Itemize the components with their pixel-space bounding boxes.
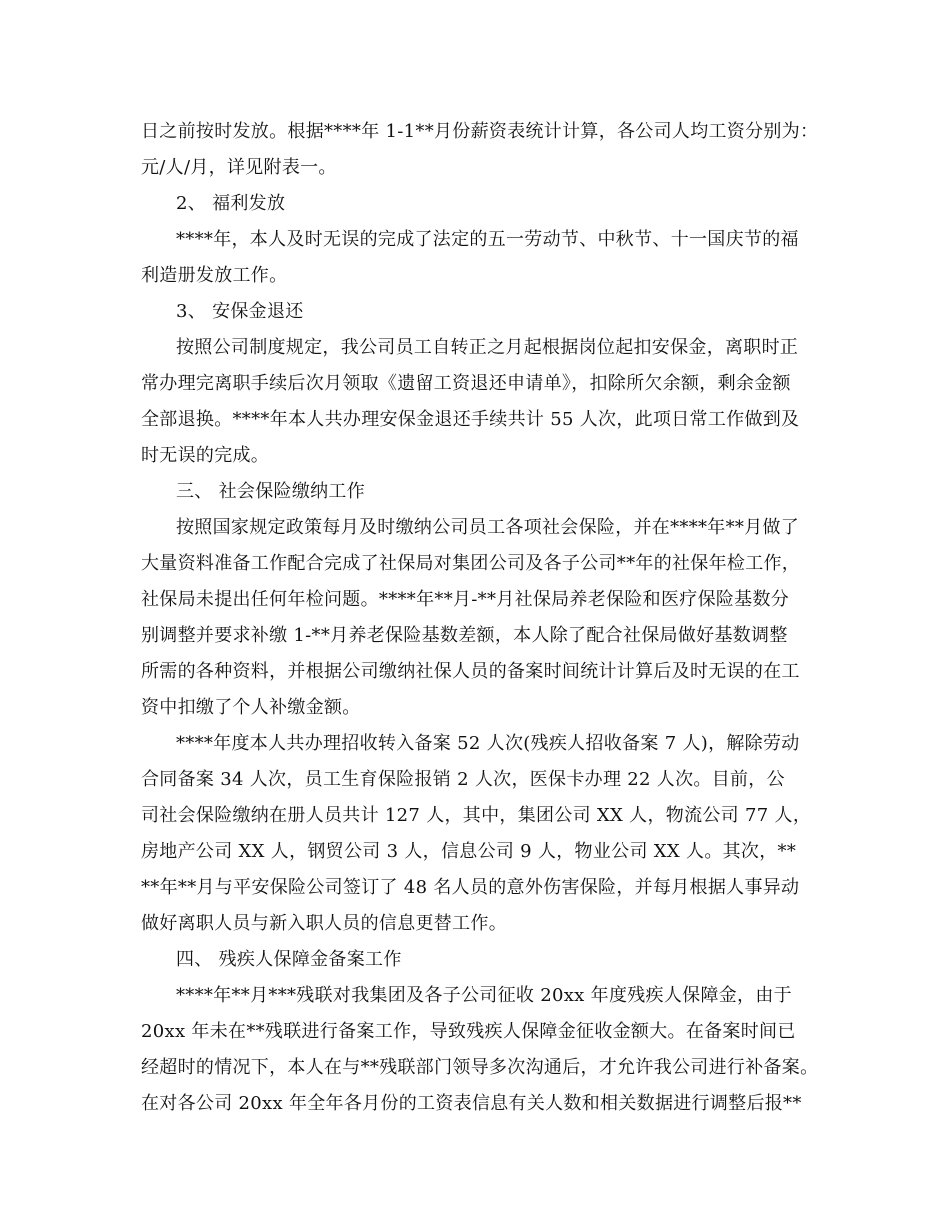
section-heading: 三、 社会保险缴纳工作 — [176, 481, 366, 502]
text-line: ****年度本人共办理招收转入备案 52 人次(残疾人招收备案 7 人)，解除劳动 — [176, 733, 800, 754]
text-line: 房地产公司 XX 人，钢贸公司 3 人，信息公司 9 人，物业公司 XX 人。其次，** — [141, 841, 797, 862]
text-line: 常办理完离职手续后次月领取《遗留工资退还申请单》，扣除所欠余额，剩余金额 — [141, 373, 791, 394]
text-line: 按照国家规定政策每月及时缴纳公司员工各项社会保险，并在****年**月做了 — [176, 517, 800, 538]
text-line: 20xx 年未在**残联进行备案工作，导致残疾人保障金征收金额大。在备案时间已 — [141, 1021, 796, 1042]
text-line: 合同备案 34 人次，员工生育保险报销 2 人次，医保卡办理 22 人次。目前，公 — [141, 769, 785, 790]
text-line: 所需的各种资料，并根据公司缴纳社保人员的备案时间统计计算后及时无误的在工 — [141, 661, 800, 682]
text-line: 别调整并要求补缴 1-**月养老保险基数差额，本人除了配合社保局做好基数调整 — [141, 625, 788, 646]
text-line: 社保局未提出任何年检问题。****年**月-**月社保局养老保险和医疗保险基数分 — [141, 589, 790, 610]
text-line: 大量资料准备工作配合完成了社保局对集团公司及各子公司**年的社保年检工作， — [141, 553, 801, 574]
section-heading: 2、 福利发放 — [176, 193, 286, 214]
text-line: 利造册发放工作。 — [141, 265, 288, 286]
text-line: 做好离职人员与新入职人员的信息更替工作。 — [141, 913, 507, 934]
text-line: 按照公司制度规定，我公司员工自转正之月起根据岗位起扣安保金，离职时正 — [176, 337, 799, 358]
text-line: ****年**月***残联对我集团及各子公司征收 20xx 年度残疾人保障金，由于 — [176, 985, 792, 1006]
text-line: 日之前按时发放。根据****年 1-1**月份薪资表统计计算，各公司人均工资分别为： — [141, 121, 819, 142]
text-line: 全部退换。****年本人共办理安保金退还手续共计 55 人次，此项日常工作做到及 — [141, 409, 800, 430]
text-line: 司社会保险缴纳在册人员共计 127 人，其中，集团公司 XX 人，物流公司 77 人， — [141, 805, 812, 826]
text-line: 元/人/月，详见附表一。 — [141, 157, 337, 178]
text-line: 在对各公司 20xx 年全年各月份的工资表信息有关人数和相关数据进行调整后报** — [141, 1093, 802, 1114]
text-line: 资中扣缴了个人补缴金额。 — [141, 697, 361, 718]
section-heading: 四、 残疾人保障金备案工作 — [176, 949, 402, 970]
text-line: 经超时的情况下，本人在与**残联部门领导多次沟通后，才允许我公司进行补备案。 — [141, 1057, 819, 1078]
section-heading: 3、 安保金退还 — [176, 301, 304, 322]
text-line: ****年，本人及时无误的完成了法定的五一劳动节、中秋节、十一国庆节的福 — [176, 229, 799, 250]
text-line: **年**月与平安保险公司签订了 48 名人员的意外伤害保险，并每月根据人事异动 — [141, 877, 800, 898]
text-line: 时无误的完成。 — [141, 445, 270, 466]
